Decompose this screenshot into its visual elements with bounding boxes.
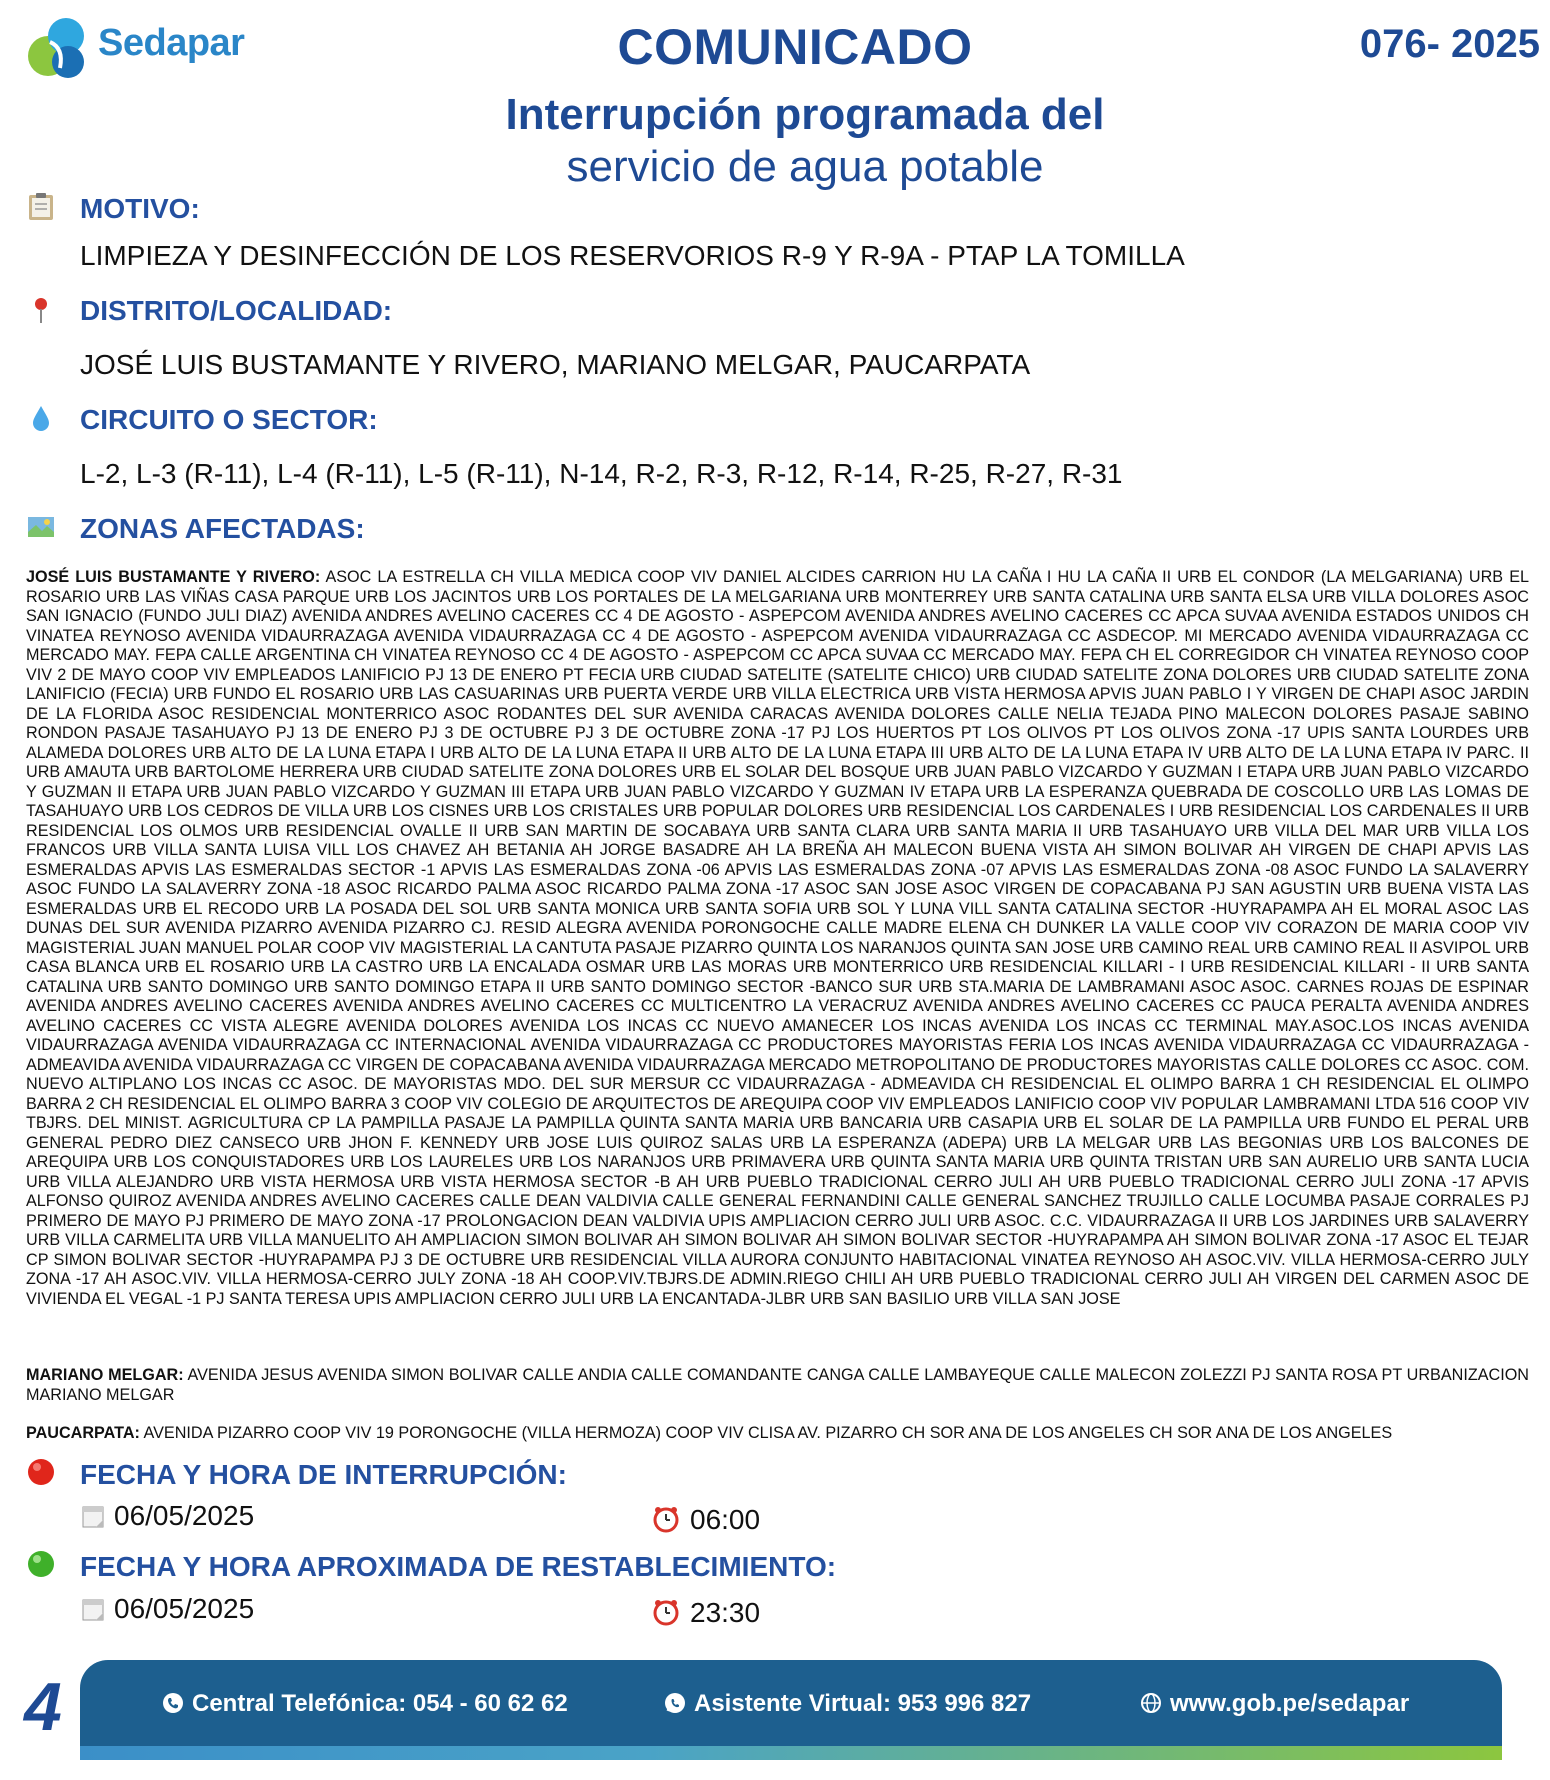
page-number: 4: [24, 1669, 62, 1745]
page-title: COMUNICADO: [617, 19, 973, 75]
footer-phone[interactable]: [162, 1690, 568, 1718]
zonas-district-name: MARIANO MELGAR:: [26, 1366, 184, 1384]
restablecimiento-time: [652, 1597, 760, 1629]
phone-icon: [162, 1692, 184, 1714]
red-circle-icon: [26, 1457, 56, 1487]
circuito-label: CIRCUITO O SECTOR:: [80, 404, 378, 435]
distrito-label: DISTRITO/LOCALIDAD:: [80, 295, 393, 326]
footer-website-text: www.gob.pe/sedapar: [1170, 1690, 1410, 1717]
footer-gradient-strip: [80, 1746, 1502, 1760]
zonas-district-name: JOSÉ LUIS BUSTAMANTE Y RIVERO:: [26, 568, 321, 586]
motivo-label: MOTIVO:: [80, 193, 200, 224]
footer-whatsapp[interactable]: [664, 1690, 1031, 1718]
whatsapp-icon: [664, 1692, 686, 1714]
zonas-list: AVENIDA PIZARRO COOP VIV 19 PORONGOCHE (VILLA HERMOZA) COOP VIV CLISA AV. PIZARRO CH SOR ANA DE LOS ANGELES CH SOR ANA DE LOS ANGELES: [143, 1424, 1393, 1442]
zonas-list: AVENIDA JESUS AVENIDA SIMON BOLIVAR CALLE ANDIA CALLE COMANDANTE CANGA CALLE LAMBAYEQUE CALLE MALECON ZOLEZZI PJ SANTA ROSA PT URBANIZACION MARIANO MELGAR: [26, 1366, 1529, 1404]
restablecimiento-time-text: 23:30: [690, 1597, 761, 1628]
logo-text: Sedapar: [98, 22, 245, 64]
green-circle-icon: [26, 1549, 56, 1579]
subtitle-line-2: servicio de agua potable: [566, 142, 1044, 191]
water-drop-icon: [26, 403, 56, 433]
restablecimiento-date-text: 06/05/2025: [114, 1593, 255, 1624]
interrupcion-date-text: 06/05/2025: [114, 1500, 255, 1531]
zonas-list: ASOC LA ESTRELLA CH VILLA MEDICA COOP VIV DANIEL ALCIDES CARRION HU LA CAÑA I HU LA CAÑA II URB EL CONDOR (LA MELGARIANA) URB EL ROSARIO URB LAS VIÑAS CASA PARQUE URB LOS JACINTOS URB LOS PORTALES DE LA MELGARIANA URB MONTERREY URB SANTA CATALINA URB SANTA ELSA URB VILLA DOLORES ASOC SAN IGNACIO (FUNDO JULI DIAZ) AVENIDA ANDRES AVELINO CACERES CC 4 DE AGOSTO - ASPEPCOM AVENIDA ANDRES AVELINO CACERES CC APCA SUVAA AVENIDA ESTADOS UNIDOS CH VINATEA REYNOSO AVENIDA VIDAURRAZAGA AVENIDA VIDAURRAZAGA CC 4 DE AGOSTO - ASPEPCOM AVENIDA VIDAURRAZAGA CC ASDECOP. MI MERCADO AVENIDA VIDAURRAZAGA CC MERCADO MAY. FEPA CALLE ARGENTINA CH VINATEA REYNOSO CC 4 DE AGOSTO - ASPEPCOM CC APCA SUVAA CC MERCADO MAY. FEPA CH EL CORREGIDOR CH VINATEA REYNOSO COOP VIV 2 DE MAYO COOP VIV EMPLEADOS LANIFICIO PJ 13 DE ENERO PT FECIA URB CIUDAD SATELITE (SATELITE CHICO) URB CIUDAD SATELITE ZONA DOLORES URB CIUDAD SATELITE ZONA LANIFICIO (FECIA) URB FUNDO EL ROSARIO URB LAS CASUARINAS URB PUERTA VERDE URB VILLA ELECTRICA URB VISTA HERMOSA APVIS JUAN PABLO I Y VIRGEN DE CHAPI ASOC JARDIN DE LA FLORIDA ASOC RESIDENCIAL MONTERRICO ASOC RODANTES DEL SUR AVENIDA CARACAS AVENIDA DOLORES CALLE NELIA TEJADA PINO MALECON DOLORES PASAJE SABINO RONDON PASAJE TASAHUAYO PJ 13 DE ENERO PJ 3 DE OCTUBRE PJ 3 DE OCTUBRE ZONA -17 PJ LOS HUERTOS PT LOS OLIVOS PT LOS OLIVOS ZONA -17 UPIS SANTA LOURDES URB ALAMEDA DOLORES URB ALTO DE LA LUNA ETAPA I URB ALTO DE LA LUNA ETAPA II URB ALTO DE LA LUNA ETAPA III URB ALTO DE LA LUNA ETAPA IV URB ALTO DE LA LUNA ETAPA IV PARC. II URB AMAUTA URB BARTOLOME HERRERA URB CIUDAD SATELITE ZONA DOLORES URB EL SOLAR DEL BOSQUE URB JUAN PABLO VIZCARDO Y GUZMAN I ETAPA URB JUAN PABLO VIZCARDO Y GUZMAN II ETAPA URB JUAN PABLO VIZCARDO Y GUZMAN III ETAPA URB JUAN PABLO VIZCARDO Y GUZMAN IV ETAPA URB LA ESPERANZA QUEBRADA DE COSCOLLO URB LAS LOMAS DE TASAHUAYO URB LOS CEDROS DE VILLA URB LOS CISNES URB LOS CRISTALES URB POPULAR DOLORES URB RESIDENCIAL LOS CARDENALES I URB RESIDENCIAL LOS CARDENALES II URB RESIDENCIAL LOS OLMOS URB RESIDENCIAL OVALLE II URB SAN MARTIN DE SOCABAYA URB SANTA CLARA URB SANTA MARIA II URB TASAHUAYO URB VILLA DEL MAR URB VILLA LOS FRANCOS URB VILLA SANTA LUISA VILL LOS CHAVEZ AH BETANIA AH JORGE BASADRE AH LA BREÑA AH MALECON BUENA VISTA AH SIMON BOLIVAR AH VIRGEN DE CHAPI APVIS LAS ESMERALDAS APVIS LAS ESMERALDAS SECTOR -1 APVIS LAS ESMERALDAS ZONA -06 APVIS LAS ESMERALDAS ZONA -07 APVIS LAS ESMERALDAS ZONA -08 ASOC FUNDO LA SALAVERRY ASOC FUNDO LA SALAVERRY ZONA -18 ASOC RICARDO PALMA ASOC RICARDO PALMA ZONA -17 ASOC SAN JOSE ASOC VIRGEN DE COPACABANA PJ SAN AGUSTIN URB BUENA VISTA LAS ESMERALDAS URB EL RECODO URB LA POSADA DEL SOL URB SANTA MONICA URB SANTA SOFIA URB SOL Y LUNA VILL SANTA CATALINA SECTOR -HUYRAPAMPA AH EL MORAL ASOC LAS DUNAS DEL SUR AVENIDA PIZARRO AVENIDA PIZARRO CJ. RESID ALEGRA AVENIDA PORONGOCHE CALLE MADRE ELENA CH DUNKER LA VALLE COOP VIV CORAZON DE MARIA COOP VIV MAGISTERIAL JUAN MANUEL POLAR COOP VIV MAGISTERIAL LA CANTUTA PASAJE PIZARRO QUINTA LOS NARANJOS QUINTA SAN JOSE URB CAMINO REAL URB CAMINO REAL II ASVIPOL URB CASA BLANCA URB EL ROSARIO URB LA CASTRO URB LA ENCALADA OSMAR URB LAS MORAS URB MONTERRICO URB RESIDENCIAL KILLARI - I URB RESIDENCIAL KILLARI - II URB SANTA CATALINA URB SANTO DOMINGO URB SANTO DOMINGO ETAPA II URB SANTO DOMINGO SECTOR -BANCO SUR URB STA.MARIA DE LAMBRAMANI ASOC ASOC. CARNES ROJAS DE ESPINAR AVENIDA ANDRES AVELINO CACERES AVENIDA ANDRES AVELINO CACERES CC MULTICENTRO LA VERACRUZ AVENIDA ANDRES AVELINO CACERES CC PAUCA PERALTA AVENIDA ANDRES AVELINO CACERES CC VISTA ALEGRE AVENIDA DOLORES AVENIDA LOS INCAS CC NUEVO AMANECER LOS INCAS AVENIDA LOS INCAS CC TERMINAL MAY.ASOC.LOS INCAS AVENIDA VIDAURRAZAGA AVENIDA VIDAURRAZAGA CC INTERNACIONAL AVENIDA VIDAURRAZAGA CC PRODUCTORES MAYORISTAS FERIA LOS INCAS AVENIDA VIDAURRAZAGA CC VIDAURRAZAGA - ADMEAVIDA AVENIDA VIDAURRAZAGA CC VIRGEN DE COPACABANA AVENIDA VIDAURRAZAGA MERCADO METROPOLITANO DE PRODUCTORES MAYORISTAS CALLE DOLORES CC ASOC. COM. NUEVO ALTIPLANO LOS INCAS CC ASOC. DE MAYORISTAS MDO. DEL SUR MERSUR CC VIDAURRAZAGA - ADMEAVIDA CH RESIDENCIAL EL OLIMPO BARRA 1 CH RESIDENCIAL EL OLIMPO BARRA 2 CH RESIDENCIAL EL OLIMPO BARRA 3 COOP VIV COLEGIO DE ARQUITECTOS DE AREQUIPA COOP VIV EMPLEADOS LANIFICIO COOP VIV POPULAR LAMBRAMANI LTDA 516 COOP VIV TBJRS. DEL MINIST. AGRICULTURA CP LA PAMPILLA PASAJE LA PAMPILLA QUINTA SANTA MARIA URB BANCARIA URB CASAPIA URB EL SOLAR DE LA PAMPILLA URB FUNDO EL PERAL URB GENERAL PEDRO DIEZ CANSECO URB JHON F. KENNEDY URB JOSE LUIS QUIROZ SALAS URB LA ESPERANZA (ADEPA) URB LA MELGAR URB LAS BEGONIAS URB LOS BALCONES DE AREQUIPA URB LOS CONQUISTADORES URB LOS LAURELES URB LOS NARANJOS URB PRIMAVERA URB QUINTA SANTA MARIA URB QUINTA TRISTAN URB SAN AURELIO URB SANTA LUCIA URB VILLA ALEJANDRO URB VISTA HERMOSA URB VISTA HERMOSA SECTOR -B AH URB PUEBLO TRADICIONAL CERRO JULI AH URB PUEBLO TRADICIONAL CERRO JULI ZONA -17 APVIS ALFONSO QUIROZ AVENIDA ANDRES AVELINO CACERES CALLE DEAN VALDIVIA CALLE GENERAL FERNANDINI CALLE GENERAL SANCHEZ TRUJILLO CALLE LOCUMBA PASAJE CORRALES PJ PRIMERO DE MAYO PJ PRIMERO DE MAYO ZONA -17 PROLONGACION DEAN VALDIVIA UPIS AMPLIACION CERRO JULI URB ASOC. C.C. VIDAURRAZAGA II URB LOS JARDINES URB SALAVERRY URB VILLA CARMELITA URB VILLA MANUELITO AH AMPLIACION SIMON BOLIVAR AH SIMON BOLIVAR AH SIMON BOLIVAR SECTOR -HUYRAPAMPA AH SIMON BOLIVAR ZONA -17 ASOC EL TEJAR CP SIMON BOLIVAR SECTOR -HUYRAPAMPA PJ 3 DE OCTUBRE URB RESIDENCIAL VILLA AURORA CONJUNTO HABITACIONAL VINATEA REYNOSO AH ASOC.VIV. VILLA HERMOSA-CERRO JULY ZONA -17 AH ASOC.VIV. VILLA HERMOSA-CERRO JULY ZONA -18 AH COOP.VIV.TBJRS.DE ADMIN.RIEGO CHILI AH URB PUEBLO TRADICIONAL CERRO JULI AH VIRGEN DEL CARMEN ASOC DE VIVIENDA EL VEGAL -1 PJ SANTA TERESA UPIS AMPLIACION CERRO JULI URB LA ENCANTADA-JLBR URB SAN BASILIO URB VILLA SAN JOSE: [26, 568, 1529, 1308]
alarm-clock-icon: [652, 1505, 680, 1533]
calendar-icon: [82, 1504, 104, 1528]
footer-whatsapp-text: Asistente Virtual: 953 996 827: [694, 1690, 1032, 1717]
zonas-label: ZONAS AFECTADAS:: [80, 513, 365, 544]
map-icon: [26, 512, 56, 542]
pin-icon: [26, 295, 56, 325]
distrito-value: JOSÉ LUIS BUSTAMANTE Y RIVERO, MARIANO MELGAR, PAUCARPATA: [80, 349, 1031, 380]
globe-icon: [1140, 1692, 1162, 1714]
interrupcion-time: [652, 1504, 760, 1536]
interrupcion-label: FECHA Y HORA DE INTERRUPCIÓN:: [80, 1459, 567, 1490]
restablecimiento-date: [82, 1593, 254, 1625]
restablecimiento-label: FECHA Y HORA APROXIMADA DE RESTABLECIMIENTO:: [80, 1551, 837, 1582]
interrupcion-time-text: 06:00: [690, 1504, 761, 1535]
footer-website[interactable]: [1140, 1690, 1409, 1718]
zonas-group-jlbr: [26, 568, 1529, 1309]
zonas-group-paucarpata: [26, 1424, 1529, 1444]
alarm-clock-icon: [652, 1598, 680, 1626]
clipboard-icon: [26, 192, 56, 222]
motivo-value: LIMPIEZA Y DESINFECCIÓN DE LOS RESERVORIOS R-9 Y R-9A - PTAP LA TOMILLA: [80, 240, 1185, 271]
zonas-group-mariano-melgar: [26, 1366, 1529, 1405]
interrupcion-date: [82, 1500, 254, 1532]
footer-phone-text: Central Telefónica: 054 - 60 62 62: [192, 1690, 568, 1717]
subtitle-line-1: Interrupción programada del: [505, 90, 1105, 139]
circuito-value: L-2, L-3 (R-11), L-4 (R-11), L-5 (R-11), N-14, R-2, R-3, R-12, R-14, R-25, R-27, R-31: [80, 458, 1123, 489]
communique-number: 076- 2025: [1359, 22, 1540, 66]
footer-contact-bar: [80, 1660, 1502, 1760]
zonas-district-name: PAUCARPATA:: [26, 1424, 140, 1442]
calendar-icon: [82, 1597, 104, 1621]
